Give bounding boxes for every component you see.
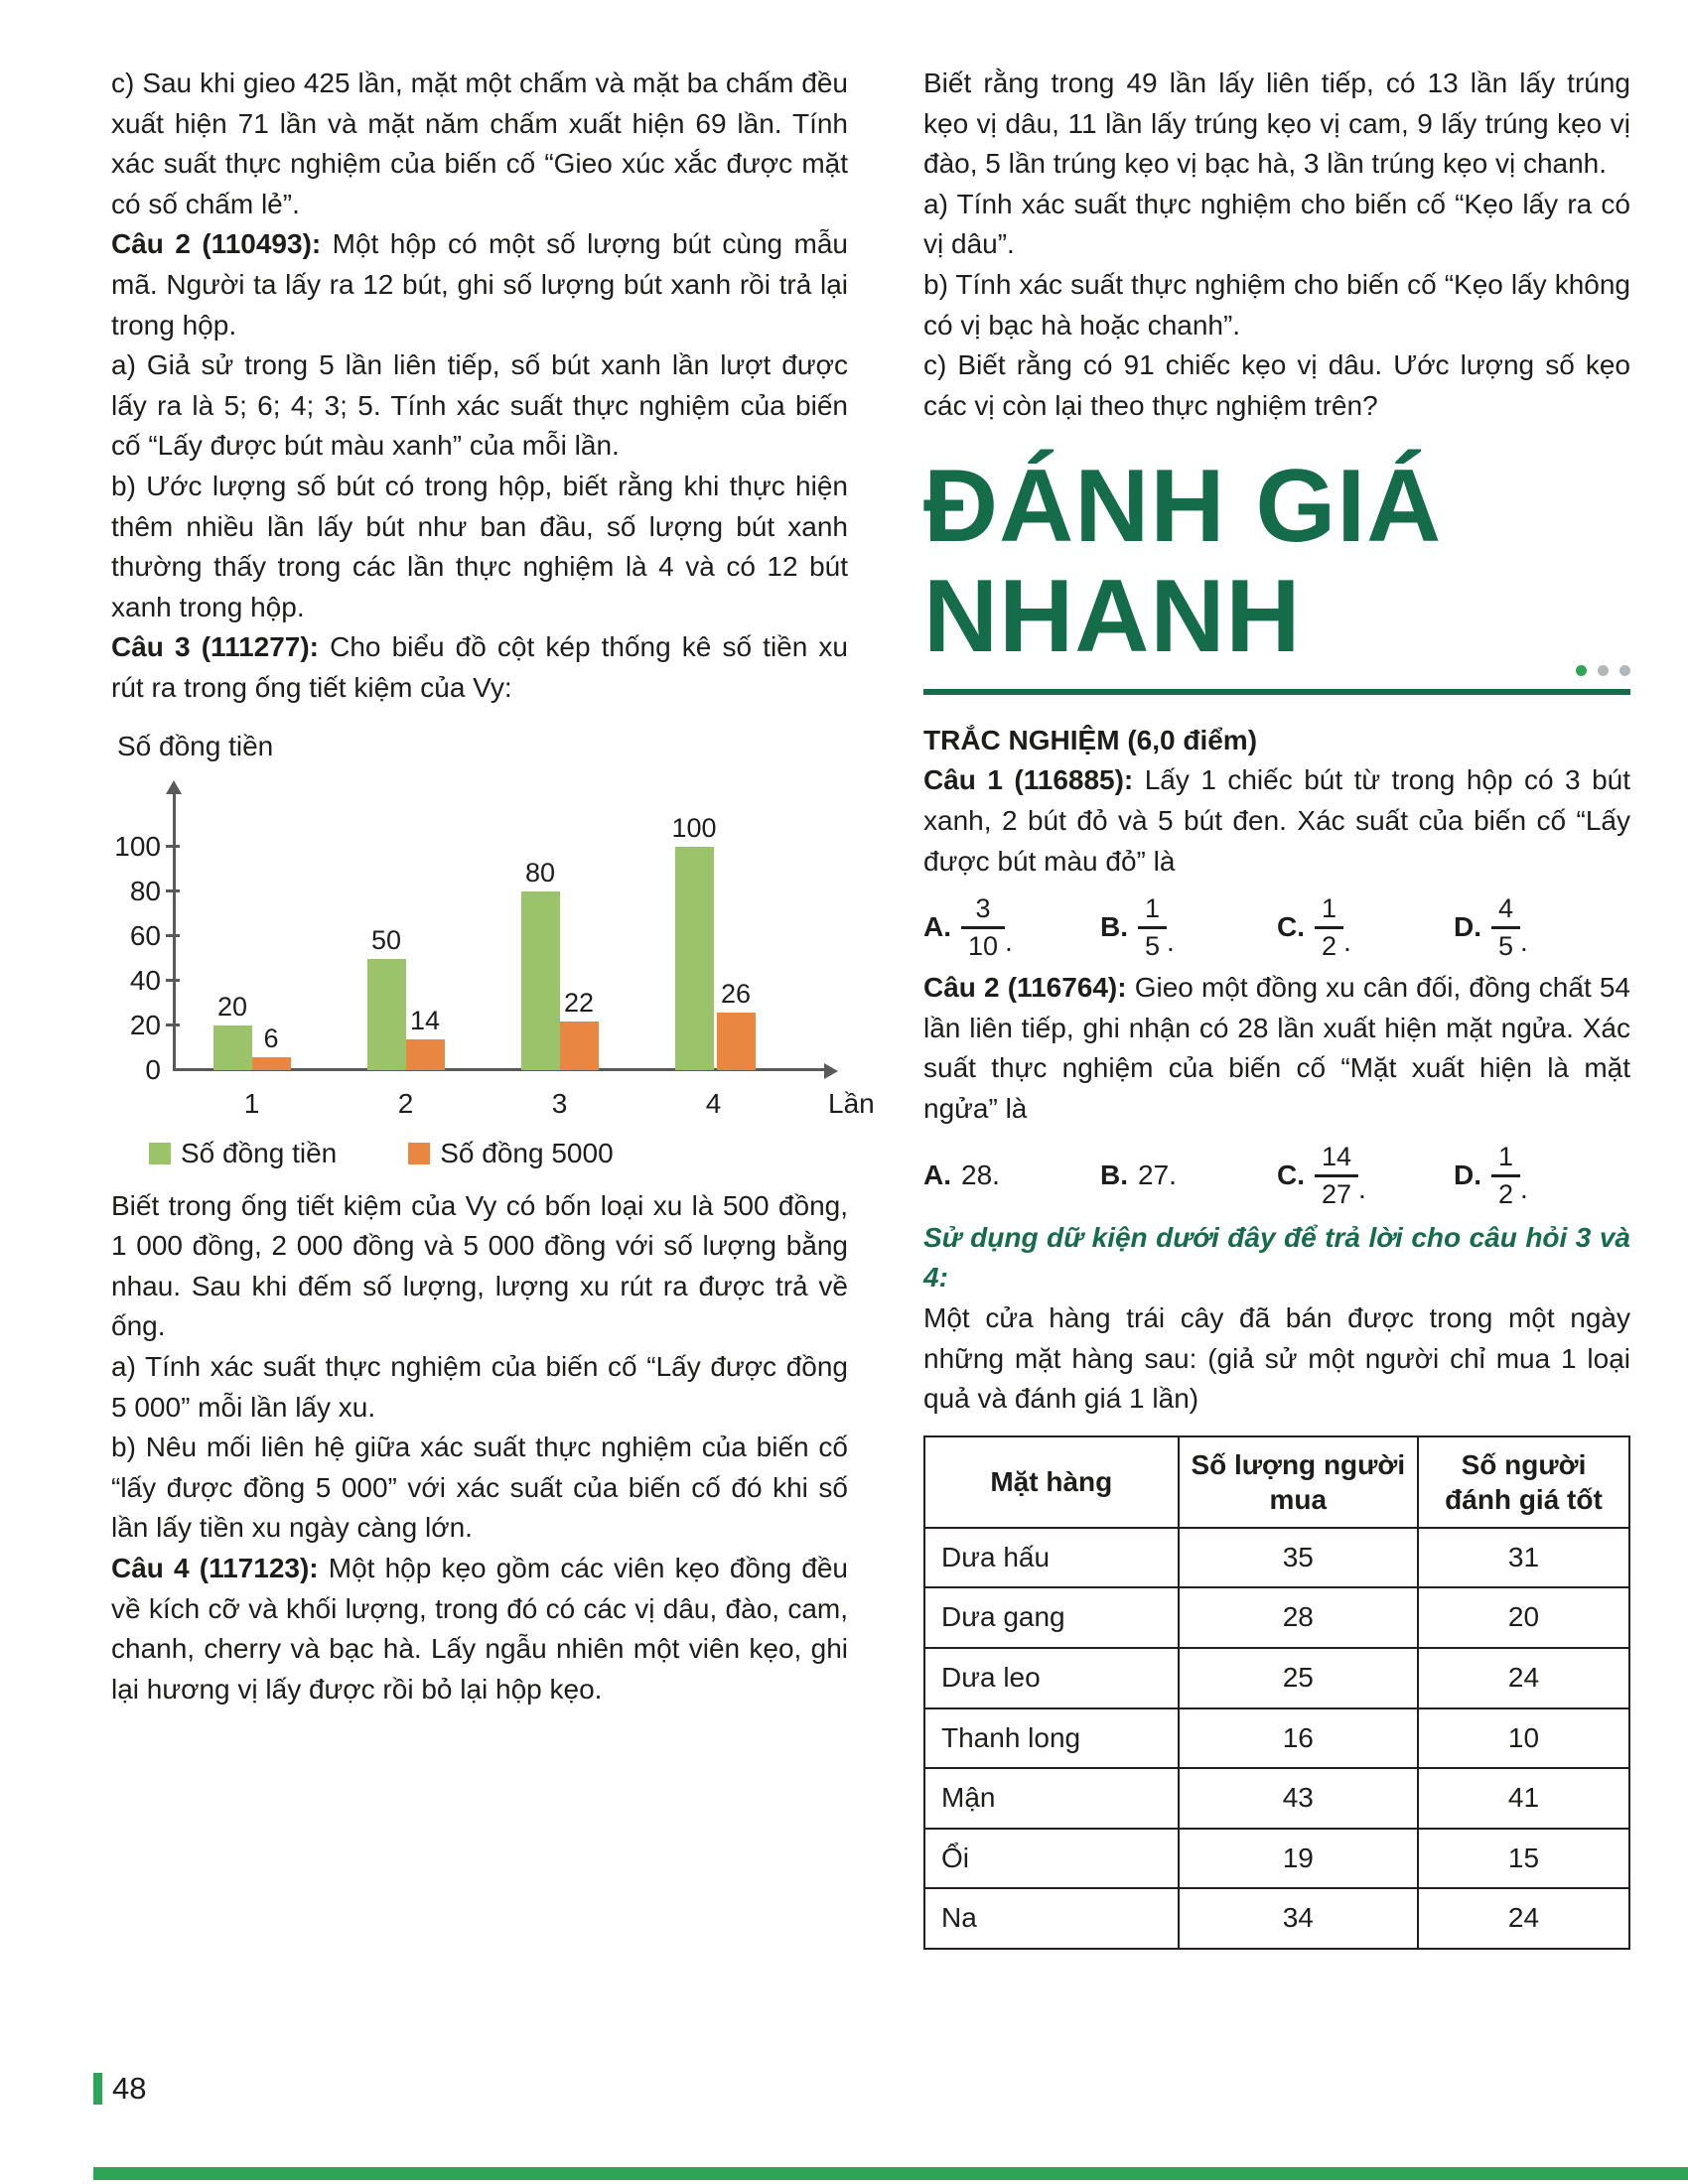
bar	[675, 847, 714, 1070]
table-cell: Dưa gang	[924, 1587, 1179, 1648]
dot-green-icon	[1576, 665, 1587, 676]
paragraph-cau3-a: a) Tính xác suất thực nghiệm của biến cố “Lấy được đồng 5 000” mỗi lần lấy xu.	[111, 1351, 848, 1423]
fraction	[1138, 893, 1167, 962]
table-header-item: Mặt hàng	[924, 1436, 1179, 1528]
fraction	[961, 893, 1005, 962]
table-cell: 15	[1418, 1829, 1629, 1889]
fraction-numerator: 4	[1491, 893, 1520, 929]
banner-line2: NHANH	[923, 558, 1302, 674]
answer-option	[1454, 893, 1630, 962]
table-row	[924, 1829, 1629, 1889]
y-tick-label: 60	[129, 920, 161, 952]
fraction-numerator: 1	[1138, 893, 1167, 929]
paragraph-cau2-a: a) Giả sử trong 5 lần liên tiếp, số bút xanh lần lượt được lấy ra là 5; 6; 4; 3; 5. Tính xác suất thực nghiệm của biến cố “Lấy được bút màu xanh” của mỗi lần.	[111, 349, 848, 462]
bar-group	[329, 926, 483, 1070]
fraction	[1491, 893, 1520, 962]
table-cell: 31	[1418, 1528, 1629, 1588]
bar-value-label: 6	[263, 1023, 279, 1053]
table-cell: Dưa hấu	[924, 1528, 1179, 1588]
answer-option-suffix: .	[1358, 1173, 1366, 1205]
paragraph-c: c) Sau khi gieo 425 lần, mặt một chấm và mặt ba chấm đều xuất hiện 71 lần và mặt năm chấm xuất hiện 69 lần. Tính xác suất thực nghiệm của biến cố “Gieo xúc xắc được mặt có số chấm lẻ”.	[111, 68, 848, 219]
x-tick-label: 2	[397, 1088, 414, 1120]
bar	[252, 1057, 291, 1071]
answer-option-label: D.	[1454, 1159, 1481, 1190]
answer-option-suffix: .	[1167, 925, 1175, 957]
section-banner	[923, 449, 1630, 674]
chart-plot-area	[114, 812, 875, 1120]
fraction-numerator: 3	[961, 893, 1005, 929]
answer-option-text: 27.	[1138, 1159, 1177, 1190]
fraction-denominator: 5	[1145, 931, 1161, 962]
answer-option-text: 28.	[961, 1159, 1000, 1190]
answer-option	[1100, 1156, 1277, 1196]
bar-value-label: 26	[721, 978, 752, 1009]
answer-option	[923, 893, 1100, 962]
paragraph-cau3-b: b) Nêu mối liên hệ giữa xác suất thực nghiệm của biến cố “lấy được đồng 5 000” với xác suất của biến cố đó khi số lần lấy tiền xu ngày càng lớn.	[111, 1432, 848, 1544]
table-cell: 35	[1179, 1528, 1418, 1588]
legend-label: Số đồng 5000	[440, 1138, 614, 1169]
page-number-accent-bar	[93, 2073, 102, 2105]
chart-legend	[149, 1134, 848, 1174]
y-tick-label: 20	[129, 1010, 161, 1041]
table-row	[924, 1768, 1629, 1829]
answer-option	[1277, 893, 1454, 962]
table-cell: 25	[1179, 1648, 1418, 1708]
bar	[717, 1013, 756, 1071]
fraction-denominator: 2	[1322, 931, 1337, 962]
question-label-cau4: Câu 4 (117123):	[111, 1553, 319, 1584]
table-row	[924, 1648, 1629, 1708]
paragraph-c2: c) Biết rằng có 91 chiếc kẹo vị dâu. Ước lượng số kẹo các vị còn lại theo thực nghiệm trên?	[923, 349, 1630, 421]
question-text-q2: Gieo một đồng xu cân đối, đồng chất 54 lần liên tiếp, ghi nhận có 28 lần xuất hiện mặt ngửa. Xác suất thực nghiệm của biến cố “Mặt xuất hiện là mặt ngửa” là	[923, 972, 1631, 1125]
answer-option	[1100, 893, 1277, 962]
question-text-cau2: Một hộp có một số lượng bút cùng mẫu mã. Người ta lấy ra 12 bút, ghi số lượng bút xanh rồi trả lại trong hộp.	[111, 228, 848, 341]
question-text-q1: Lấy 1 chiếc bút từ trong hộp có 3 bút xanh, 2 bút đỏ và 5 bút đen. Xác suất của biến cố “Lấy được bút màu đỏ” là	[923, 764, 1631, 877]
y-tick-mark	[166, 934, 180, 937]
table-cell: 43	[1179, 1768, 1418, 1829]
legend-item	[149, 1134, 337, 1174]
paragraph-cau2-b: b) Ước lượng số bút có trong hộp, biết rằng khi thực hiện thêm nhiều lần lấy bút như ban đầu, số lượng bút xanh thường thấy trong các lần thực nghiệm là 4 và có 12 bút xanh trong hộp.	[111, 470, 848, 622]
left-column	[111, 64, 875, 1709]
legend-swatch-icon	[408, 1143, 430, 1164]
fraction-numerator: 1	[1491, 1142, 1520, 1177]
table-cell: Mận	[924, 1768, 1179, 1829]
answer-options-q2	[923, 1142, 1630, 1210]
bar-value-label: 50	[370, 924, 402, 955]
question-label-cau3: Câu 3 (111277):	[111, 631, 320, 663]
y-tick-label: 40	[129, 965, 161, 997]
x-tick-label: 1	[243, 1088, 260, 1120]
table-header-buyers: Số lượng người mua	[1179, 1436, 1418, 1528]
y-tick-mark	[166, 979, 180, 982]
table-cell: 24	[1418, 1888, 1629, 1949]
y-tick-label: 100	[114, 831, 161, 863]
question-label-cau2: Câu 2 (110493):	[111, 228, 322, 260]
answer-option-label: B.	[1100, 911, 1128, 943]
table-row	[924, 1587, 1629, 1648]
answer-option-suffix: .	[1005, 925, 1013, 957]
paragraph-intro: Biết rằng trong 49 lần lấy liên tiếp, có 13 lần lấy trúng kẹo vị dâu, 11 lần lấy trúng kẹo vị cam, 9 lấy trúng kẹo vị đào, 5 lần trúng kẹo vị bạc hà, 3 lần trúng kẹo vị chanh.	[923, 68, 1630, 180]
answer-option-suffix: .	[1343, 925, 1351, 957]
answer-option	[1277, 1142, 1454, 1210]
right-column	[923, 64, 1630, 1950]
bar-group	[175, 993, 329, 1070]
answer-option-label: C.	[1277, 1159, 1305, 1190]
bar	[406, 1039, 445, 1071]
answer-option-label: C.	[1277, 911, 1305, 943]
table-cell: 34	[1179, 1888, 1418, 1949]
table-header-row	[924, 1436, 1629, 1528]
bar-and-label	[560, 989, 599, 1070]
y-tick-mark	[166, 845, 180, 848]
bar-value-label: 14	[409, 1005, 441, 1035]
bar	[521, 891, 560, 1070]
banner-rule	[923, 689, 1630, 695]
table-cell: 24	[1418, 1648, 1629, 1708]
bar-and-label	[367, 926, 406, 1070]
answer-option	[923, 1156, 1100, 1196]
y-tick-label: 80	[129, 876, 161, 907]
table-cell: 20	[1418, 1587, 1629, 1648]
table-header-good-ratings: Số người đánh giá tốt	[1418, 1436, 1629, 1528]
fraction-denominator: 2	[1498, 1178, 1514, 1209]
x-axis-arrow-icon	[824, 1063, 846, 1079]
fruit-sales-table	[923, 1435, 1630, 1950]
bar-and-label	[717, 980, 756, 1070]
y-axis-arrow-icon	[166, 772, 182, 794]
answer-option-label: A.	[923, 911, 951, 943]
question-text-cau3: Cho biểu đồ cột kép thống kê số tiền xu rút ra trong ống tiết kiệm của Vy:	[111, 631, 849, 703]
x-tick-label: 4	[705, 1088, 722, 1120]
table-cell: 28	[1179, 1587, 1418, 1648]
bar-and-label	[521, 859, 560, 1070]
bar-and-label	[213, 993, 252, 1070]
chart-x-axis-title: Lần	[828, 1088, 875, 1120]
fraction	[1315, 1142, 1358, 1210]
legend-item	[408, 1134, 613, 1174]
table-cell: Na	[924, 1888, 1179, 1949]
x-tick-label: 3	[551, 1088, 568, 1120]
bar-and-label	[671, 814, 716, 1070]
bar-value-label: 20	[216, 992, 248, 1023]
legend-swatch-icon	[149, 1143, 171, 1164]
bar-chart	[111, 727, 875, 1174]
bar-and-label	[252, 1024, 291, 1070]
answer-options-q1	[923, 893, 1630, 962]
question-label-q1: Câu 1 (116885):	[923, 764, 1134, 796]
table-row	[924, 1708, 1629, 1769]
table-cell: Dưa leo	[924, 1648, 1179, 1708]
table-cell: 19	[1179, 1829, 1418, 1889]
table-cell: Ổi	[924, 1829, 1179, 1889]
paragraph-q2	[923, 968, 1630, 1129]
fraction-denominator: 10	[968, 931, 999, 962]
bar-value-label: 80	[524, 858, 556, 888]
table-row	[924, 1528, 1629, 1588]
answer-option-suffix: .	[1520, 925, 1528, 957]
bar-group	[483, 859, 636, 1070]
table-row	[924, 1888, 1629, 1949]
paragraph-store: Một cửa hàng trái cây đã bán được trong một ngày những mặt hàng sau: (giả sử một người chỉ mua 1 loại quả và đánh giá 1 lần)	[923, 1301, 1630, 1415]
data-usage-note: Sử dụng dữ kiện dưới đây để trả lời cho câu hỏi 3 và 4:	[923, 1221, 1630, 1294]
bar	[560, 1022, 599, 1071]
bar-value-label: 100	[671, 813, 717, 844]
fraction-denominator: 5	[1498, 931, 1514, 962]
dot-gray-icon	[1598, 665, 1609, 676]
banner-line1: ĐÁNH GIÁ	[923, 449, 1443, 565]
banner-dots	[1576, 665, 1630, 676]
chart-y-axis-title: Số đồng tiền	[117, 730, 274, 761]
bar-and-label	[406, 1007, 445, 1070]
bar	[213, 1025, 252, 1070]
fraction	[1315, 893, 1343, 962]
bar-value-label: 22	[563, 987, 595, 1018]
page-number-text: 48	[112, 2071, 147, 2106]
paragraph-q1	[923, 760, 1630, 882]
answer-option-suffix: .	[1520, 1173, 1528, 1205]
paragraph-cau2	[111, 224, 848, 345]
answer-option-label: B.	[1100, 1159, 1128, 1190]
table-cell: 41	[1418, 1768, 1629, 1829]
paragraph-cau3	[111, 627, 848, 708]
question-text-cau4: Một hộp kẹo gồm các viên kẹo đồng đều về kích cỡ và khối lượng, trong đó có các vị dâu, đào, cam, chanh, cherry và bạc hà. Lấy ngẫu nhiên một viên kẹo, ghi lại hương vị lấy được rồi bỏ lại hộp kẹo.	[111, 1553, 849, 1705]
paragraph-a: a) Tính xác suất thực nghiệm cho biến cố “Kẹo lấy ra có vị dâu”.	[923, 188, 1630, 260]
paragraph-after-chart: Biết trong ống tiết kiệm của Vy có bốn loại xu là 500 đồng, 1 000 đồng, 2 000 đồng và 5 000 đồng với số lượng bằng nhau. Sau khi đếm số lượng, lượng xu rút ra được trả về ống.	[111, 1189, 848, 1342]
bar-group	[636, 814, 790, 1070]
legend-label: Số đồng tiền	[181, 1138, 338, 1169]
page-number	[93, 2071, 146, 2107]
section-title: TRẮC NGHIỆM (6,0 điểm)	[923, 724, 1258, 755]
answer-option	[1454, 1142, 1630, 1210]
fraction-numerator: 14	[1315, 1142, 1358, 1177]
fraction-denominator: 27	[1322, 1178, 1352, 1209]
table-cell: 16	[1179, 1708, 1418, 1769]
paragraph-b: b) Tính xác suất thực nghiệm cho biến cố “Kẹo lấy không có vị bạc hà hoặc chanh”.	[923, 268, 1630, 341]
fraction	[1491, 1142, 1520, 1210]
paragraph-cau4	[111, 1549, 848, 1709]
bottom-accent-bar	[93, 2167, 1688, 2180]
bar	[367, 959, 406, 1071]
dot-gray-icon	[1619, 665, 1630, 676]
y-tick-label: 0	[145, 1054, 161, 1086]
table-cell: 10	[1418, 1708, 1629, 1769]
answer-option-label: D.	[1454, 911, 1481, 943]
y-tick-mark	[166, 889, 180, 892]
fraction-numerator: 1	[1315, 893, 1343, 929]
answer-option-label: A.	[923, 1159, 951, 1190]
question-label-q2: Câu 2 (116764):	[923, 972, 1127, 1004]
table-cell: Thanh long	[924, 1708, 1179, 1769]
